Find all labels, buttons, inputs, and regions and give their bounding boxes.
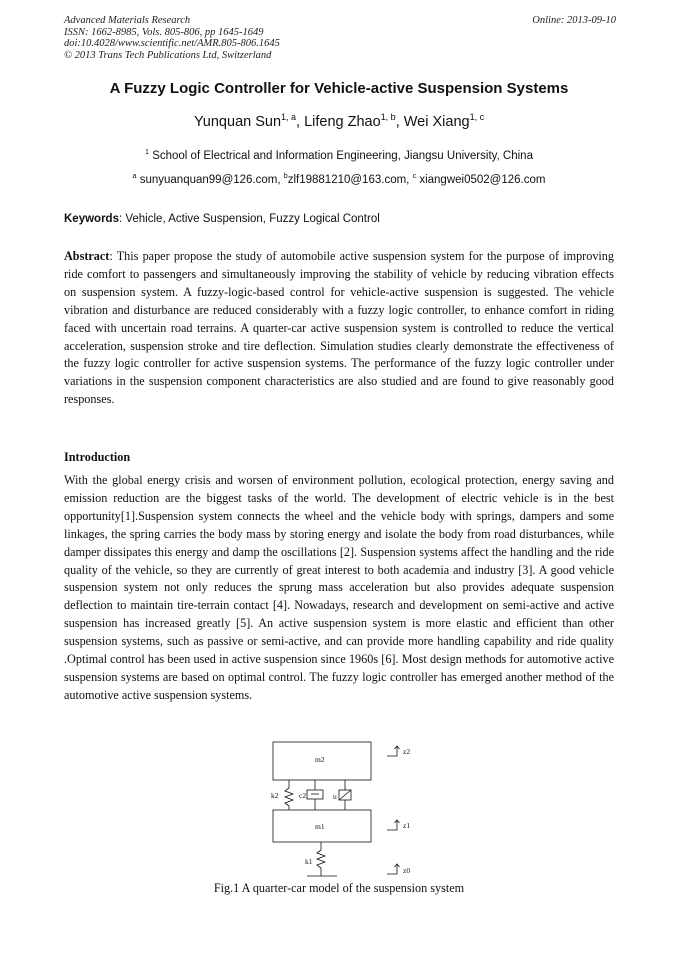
abstract-text: : This paper propose the study of automobile active suspension system for the purpose of improving ride comfort to passengers and simultaneously improving the stability of vehicle by reducing vibration effects on suspension system. A fuzzy-logic-based control for vehicle-active suspension is suggested. The vehicle vibration and disturbance are reduced considerably with a fuzzy logic controller, to enhance comfort in riding faced with uncertain road terrains. A quarter-car active suspension system is controlled to reduce the vertical acceleration, suspension stroke and tire deflection. Simulation studies clearly demonstrate the effectiveness of the fuzzy logic controller for active suspension systems. The performance of the fuzzy logic controller under variations in the suspension component characteristics are also studied and are found to give reasonably good responses. [64, 249, 614, 407]
damper-c2 [307, 790, 323, 799]
keywords-text: : Vehicle, Active Suspension, Fuzzy Logical Control [118, 213, 380, 225]
label-z2: z2 [403, 747, 411, 756]
label-c2: c2 [299, 791, 307, 800]
author-superscript: 1, b [380, 112, 396, 123]
introduction-heading: Introduction [64, 450, 131, 464]
introduction-paragraph: With the global energy crisis and worsen of environment pollution, ecological protection, energy saving and emission reduction are the biggest tasks of the world. The development of electric vehicle is in the best opportunity[1].Suspension system connects the wheel and the vehicle body with springs, dampers and some linkages, the spring carries the body mass by storing energy and isolate the body from road disturbances, while damper dissipates this energy and damp the oscillations [2]. Suspension systems affect the handling and the ride quality of the vehicle, so they are currently of great interest to both academia and industry [3]. A good vehicle suspension system not only reduces the sprung mass acceleration but also provides adequate suspension deflection to maintain tire-terrain contact [4]. Nowadays, research and development on semi-active and active suspension has increased greatly [5]. An active suspension system is more elastic and efficient than other suspension systems, such as passive or semi-active, and can provide more handling capability and ride quality .Optimal control has been used in active suspension since 1960s [6]. Most design methods for automotive active suspension systems are based on optimal control. The fuzzy logic controller has emerged another method of the automotive active suspension systems. [64, 473, 614, 702]
email-link[interactable]: sunyuanquan99@126.com [139, 174, 278, 186]
label-k2: k2 [271, 791, 279, 800]
abstract-paragraph [64, 248, 614, 409]
email-link[interactable]: zlf19881210@163.com [287, 174, 407, 186]
email-superscript: c [412, 172, 417, 181]
author-superscript: 1, a [281, 112, 297, 123]
author-superscript: 1, c [469, 112, 485, 123]
journal-header [64, 15, 616, 61]
author-list: Yunquan Sun$^{1, a}$, Lifeng Zhao$^{1, b}$, Wei Xiang$^{1, c}$ [193, 112, 485, 130]
journal-issn: ISSN: 1662-8985, Vols. 805-806, pp 1645-1649 [64, 26, 264, 38]
email-link[interactable]: xiangwei0502@126.com [419, 174, 546, 186]
online-date: Online: 2013-09-10 [532, 15, 616, 26]
journal-name: Advanced Materials Research [64, 15, 191, 26]
abstract-label: Abstract [64, 249, 110, 263]
keywords [64, 213, 380, 225]
label-k1: k1 [305, 857, 313, 866]
email-superscript: b [283, 172, 288, 181]
author-name: Wei Xiang [403, 114, 470, 130]
affiliation [40, 150, 638, 162]
affiliation-text: School of Electrical and Information Engineering, Jiangsu University, China [152, 150, 533, 162]
author-name: Lifeng Zhao [304, 114, 381, 130]
journal-doi: doi:10.4028/www.scientific.net/AMR.805-806.1645 [64, 38, 280, 50]
label-m2: m2 [315, 755, 325, 764]
journal-copyright: © 2013 Trans Tech Publications Ltd, Switzerland [64, 49, 272, 61]
label-z1: z1 [403, 821, 411, 830]
spring-k2 [285, 780, 293, 810]
spring-k1 [317, 842, 325, 876]
email-superscript: a [132, 172, 137, 181]
email-list: $^a$ sunyuanquan99@126.com, $^b$zlf19881210@163.com, $^c$ xiangwei0502@126.com [132, 172, 546, 186]
affiliation-superscript: 1 [145, 148, 149, 157]
label-m1: m1 [315, 822, 325, 831]
quarter-car-diagram [255, 738, 435, 878]
paper-title: A Fuzzy Logic Controller for Vehicle-active Suspension Systems [109, 80, 569, 97]
keywords-label: Keywords [64, 213, 119, 225]
label-u: u [333, 792, 337, 801]
label-z0: z0 [403, 866, 411, 875]
author-name: Yunquan Sun [193, 114, 282, 130]
figure-caption: Fig.1 A quarter-car model of the suspension system [213, 881, 465, 895]
